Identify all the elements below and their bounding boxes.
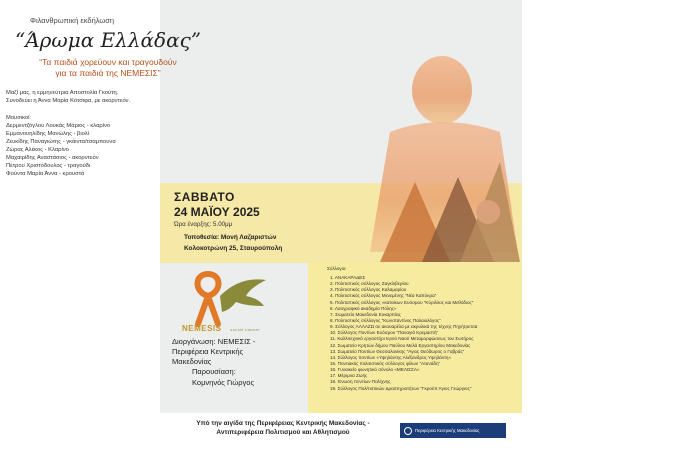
club-item: 5. Πολιτιστικός σύλλογος «κατοίκων Ευόσμου “Κύριλλος και Μεθόδιος”	[330, 299, 474, 305]
event-address: Κολοκοτρώνη 25, Σταυρούπολη	[184, 245, 283, 252]
region-emblem-icon	[404, 427, 412, 435]
child-face	[476, 200, 500, 224]
club-item: 2. Πολιτιστικός σύλλογος Ζαγκλιβερίου	[330, 281, 409, 287]
musician-item: Δερμεντζόγλου Λουκάς Μάριος - κλαρίνο	[6, 123, 111, 129]
club-item: 9. Σύλλογος ΑΛΛΑΖΩ σε ακουαρέλα με ακρυλικά της τέχνης Πηγήτρετσα	[330, 324, 478, 330]
intro-line: Μαζί μας, η ερμηνεύτρια Αποστολία Γκούτη.	[6, 90, 119, 96]
club-item: 13. Σωματείο Ποντίων Θεσσαλονίκης “Άγιος Θεόδωρος ο Γαβράς”	[330, 348, 465, 354]
silhouette-head	[412, 56, 472, 124]
clubs-heading: Σύλλογοι:	[327, 266, 347, 271]
nemesis-wordmark	[182, 324, 260, 333]
club-item: 18. Ένωση ποντίων Πολ/χνης	[330, 379, 391, 385]
club-item: 7. Σωματείο Μακεδονία Ευκαρπίας	[330, 311, 401, 317]
nemesis-logo-text: NEMESIS	[182, 324, 222, 333]
club-item: 6. Λαογραφικό ακαδημία Πόλης»	[330, 305, 397, 311]
musician-item: Πέτρου Χριστόδουλος - τραγούδι	[6, 162, 91, 169]
nemesis-logo	[180, 266, 270, 328]
footer-line: Αντιπεριφέρεια Πολιτισμού και Αθλητισμού	[216, 429, 350, 437]
musicians-list	[6, 123, 226, 179]
subtitle-line: για τα παιδιά της ΝΕΜΕΣΙΣ”	[55, 67, 161, 78]
organizer-line: Διοργάνωση: ΝΕΜΕΣΙΣ -	[172, 337, 256, 346]
organizer-line: Μακεδονίας	[172, 356, 212, 366]
club-item: 4. Πολιτιστικός σύλλογος Μενεμένης “Νέα Καπύκρα”	[330, 293, 437, 299]
organizer-text	[172, 337, 306, 366]
intro-text	[6, 90, 236, 106]
event-venue: Τοποθεσία: Μονή Λαζαριστών	[184, 234, 277, 241]
club-item: 12. Σωματείο Κρητών δήμου Παύλου Μελά Εργαστηρίου Μακεδονίας	[330, 342, 471, 348]
club-item: 14. Σύλλογος ποντίων «Υψηλάντης Αλέξανδρος Υψηλάντη»	[330, 354, 452, 360]
club-item: 10. Σύλλογος Ποντίων Ευόσμου “Παναγιά Κρεμαστή”	[330, 330, 439, 336]
musician-item: Μαχαιρίδης Αναστάσιος - ακορντεόν	[6, 154, 99, 161]
intro-line: Συνοδεύει η Άννα Μαρία Κότσιφα, με ακορντεόν.	[6, 97, 131, 104]
organizer-line: Περιφέρεια Κεντρικής	[172, 346, 244, 356]
club-item: 3. Πολιτιστικός σύλλογος Καλαμαρίου	[330, 287, 407, 293]
child-silhouette-photo	[360, 52, 520, 267]
club-item: 17. Μέριμνα Ζωής	[330, 373, 368, 379]
musician-item: Εμμανουηλίδης Μανώλης - βιολί	[6, 130, 89, 137]
club-item: 19. Σύλλογος Πολ/τιστικών Δραστηριοτήτων “Γκρούπ Άγιος Γεώργιος”	[330, 385, 472, 391]
footer-line: Υπό την αιγίδα της Περιφέρειας Κεντρικής Μακεδονίας -	[196, 420, 370, 427]
musician-item: Φούντα Μαρία Άννα - κρουστά	[6, 170, 85, 177]
club-item: 1. ΑΝΑΚΑΡΑΔΕΣ	[330, 275, 366, 280]
event-title: “Άρωμα Ελλάδας”	[14, 28, 202, 52]
presenter-heading: Παρουσίαση:	[192, 367, 236, 376]
awareness-ribbon-icon	[198, 274, 219, 324]
event-date: 24 ΜΑΪΟΥ 2025	[174, 205, 260, 219]
footer-patronage	[170, 419, 396, 437]
subtitle-line: “Τα παιδιά χορεύουν και τραγουδούν	[39, 57, 177, 67]
clubs-list	[330, 275, 522, 392]
nemesis-logo-tagline: social cancer	[230, 327, 261, 332]
region-logo	[400, 423, 506, 438]
club-item: 15. Ποντιακός πολιτιστικός σύλλογος φίλων “Ατανάδη”	[330, 360, 441, 366]
event-time: Ώρα έναρξης: 5.00μμ	[174, 221, 233, 228]
presenter-name: Κομνηνός Γιώργος	[192, 378, 255, 387]
club-item: 11. Καλλιτεχνικό εργαστήρι Ιερού Ναού Μεταμορφώσεως του Σωτήρος	[330, 336, 474, 342]
event-kicker: Φιλανθρωπική εκδήλωση	[30, 16, 115, 25]
musicians-heading: Μουσικοί:	[6, 115, 32, 121]
musician-item: Ζώρας Αλέκος - Κλαρίνο	[6, 146, 69, 153]
club-item: 16. Γυναικείο φωνητικό σύνολο «ΜΕΛΙΣΣΑ»	[330, 367, 420, 373]
region-logo-text: Περιφέρεια Κεντρικής Μακεδονίας	[415, 428, 480, 433]
event-day: ΣΑΒΒΑΤΟ	[174, 190, 235, 204]
musician-item: Ζευκίδης Παναγιώτης - γκάιντα/τσαμπουνα	[6, 138, 116, 145]
event-subtitle	[8, 57, 208, 78]
club-item: 8. Πολιτιστικός σύλλογος “Κωνσταντίνος Παλαιολόγος”	[330, 317, 441, 323]
eagle-icon	[220, 279, 266, 312]
